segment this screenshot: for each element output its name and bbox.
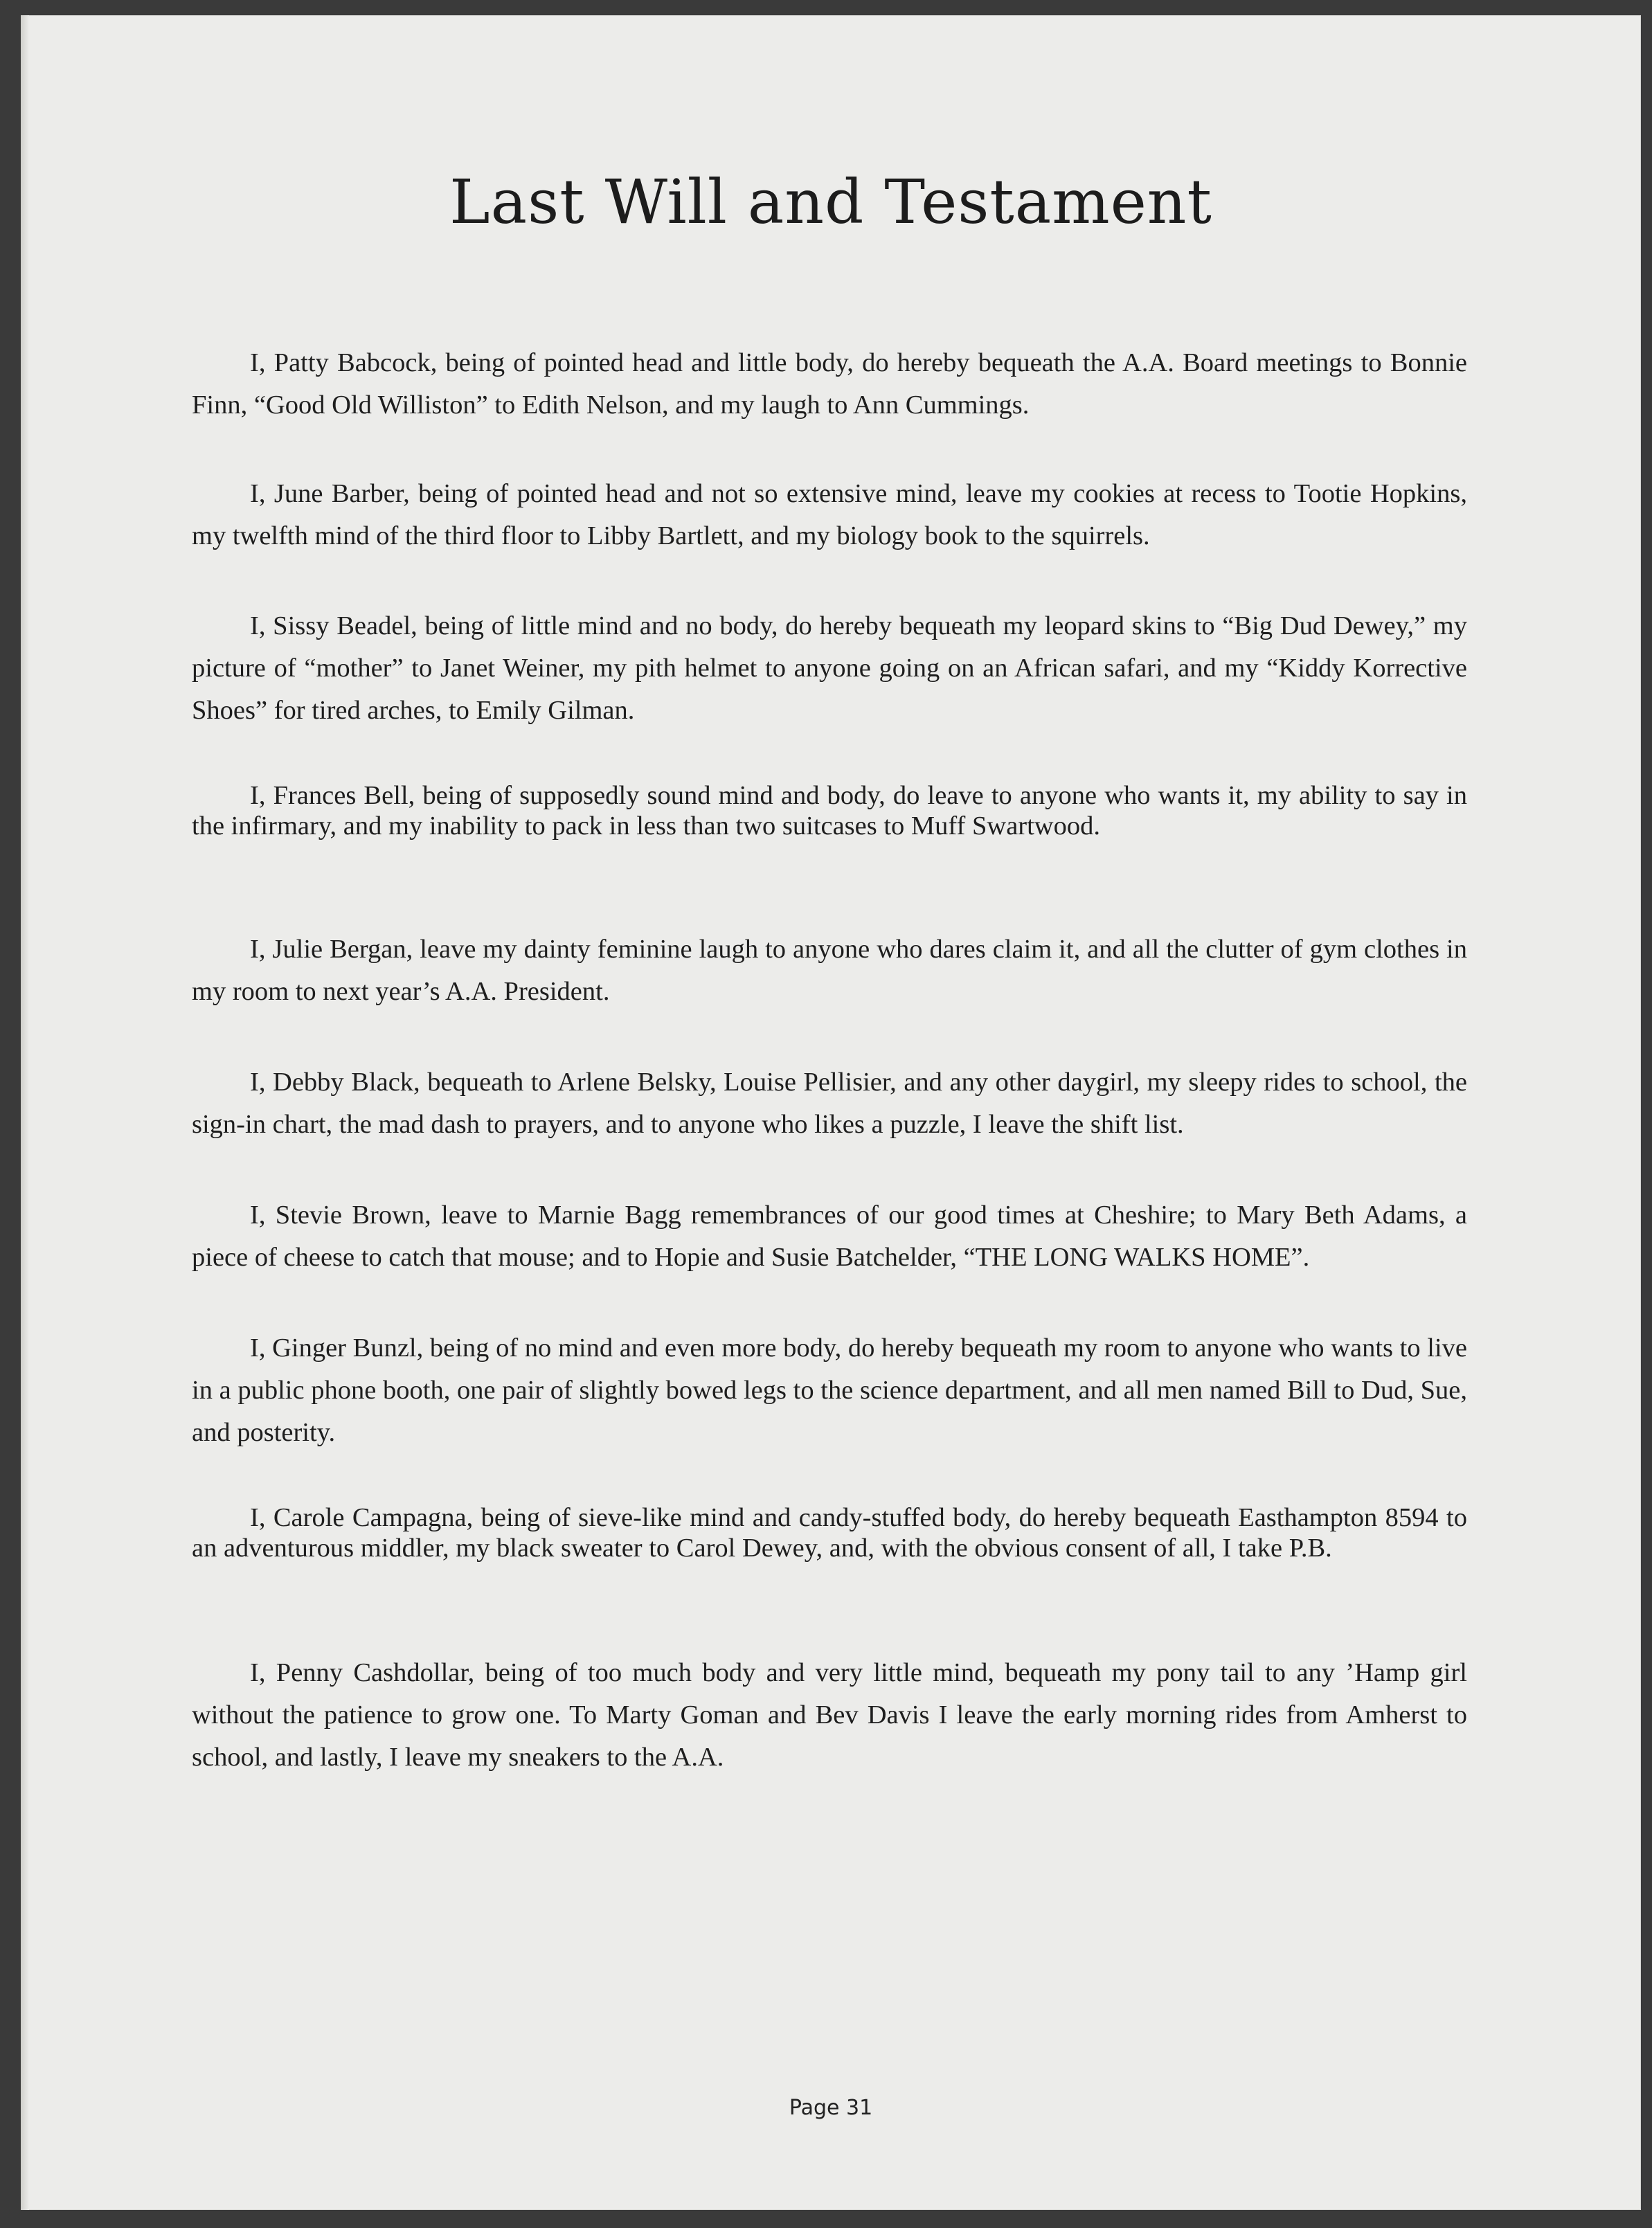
will-entry-black: I, Debby Black, bequeath to Arlene Belsky, Louise Pellisier, and any other daygirl, my sleepy rides to school, the sign-in chart, the mad dash to prayers, and to anyone who likes a puzzle, I leave the shift list. (192, 1068, 1467, 1139)
page-spine-shadow (21, 15, 29, 2210)
will-entry-brown: I, Stevie Brown, leave to Marnie Bagg remembrances of our good times at Cheshire; to Mary Beth Adams, a piece of cheese to catch that mouse; and to Hopie and Susie Batchelder, “THE LONG WALKS HOME”. (192, 1201, 1467, 1272)
will-entry-beadel: I, Sissy Beadel, being of little mind and no body, do hereby bequeath my leopard skins to “Big Dud Dewey,” my picture of “mother” to Janet Weiner, my pith helmet to anyone going on an African safari, and my “Kiddy Korrective Shoes” for tired arches, to Emily Gilman. (192, 611, 1467, 725)
will-entry-barber: I, June Barber, being of pointed head and not so extensive mind, leave my cookies at recess to Tootie Hopkins, my twelfth mind of the third floor to Libby Bartlett, and my biology book to the squirrels. (192, 479, 1467, 550)
will-entry-bergan: I, Julie Bergan, leave my dainty feminine laugh to anyone who dares claim it, and all the clutter of gym clothes in my room to next year’s A.A. President. (192, 935, 1467, 1006)
page-title: Last Will and Testament (449, 166, 1212, 237)
page-number: Page 31 (789, 2096, 873, 2120)
document-page (21, 15, 1641, 2210)
will-entries (192, 342, 1467, 1779)
will-entry-campagna: I, Carole Campagna, being of sieve-like mind and candy-stuffed body, do hereby bequeath Easthampton 8594 to an adventurous middler, my black sweater to Carol Dewey, and, with the obvious consent of all, I take P.B. (192, 1503, 1467, 1563)
will-entry-bunzl: I, Ginger Bunzl, being of no mind and even more body, do hereby bequeath my room to anyone who wants to live in a public phone booth, one pair of slightly bowed legs to the science department, and all men named Bill to Dud, Sue, and posterity. (192, 1333, 1467, 1447)
will-entry-cashdollar: I, Penny Cashdollar, being of too much body and very little mind, bequeath my pony tail to any ’Hamp girl without the patience to grow one. To Marty Goman and Bev Davis I leave the early morning rides from Amherst to school, and lastly, I leave my sneakers to the A.A. (192, 1658, 1467, 1772)
will-entry-bell: I, Frances Bell, being of supposedly sound mind and body, do leave to anyone who wants it, my ability to say in the infirmary, and my inability to pack in less than two suitcases to Muff Swartwood. (192, 781, 1467, 841)
will-entry-babcock: I, Patty Babcock, being of pointed head and little body, do hereby bequeath the A.A. Board meetings to Bonnie Finn, “Good Old Williston” to Edith Nelson, and my laugh to Ann Cummings. (192, 348, 1467, 420)
